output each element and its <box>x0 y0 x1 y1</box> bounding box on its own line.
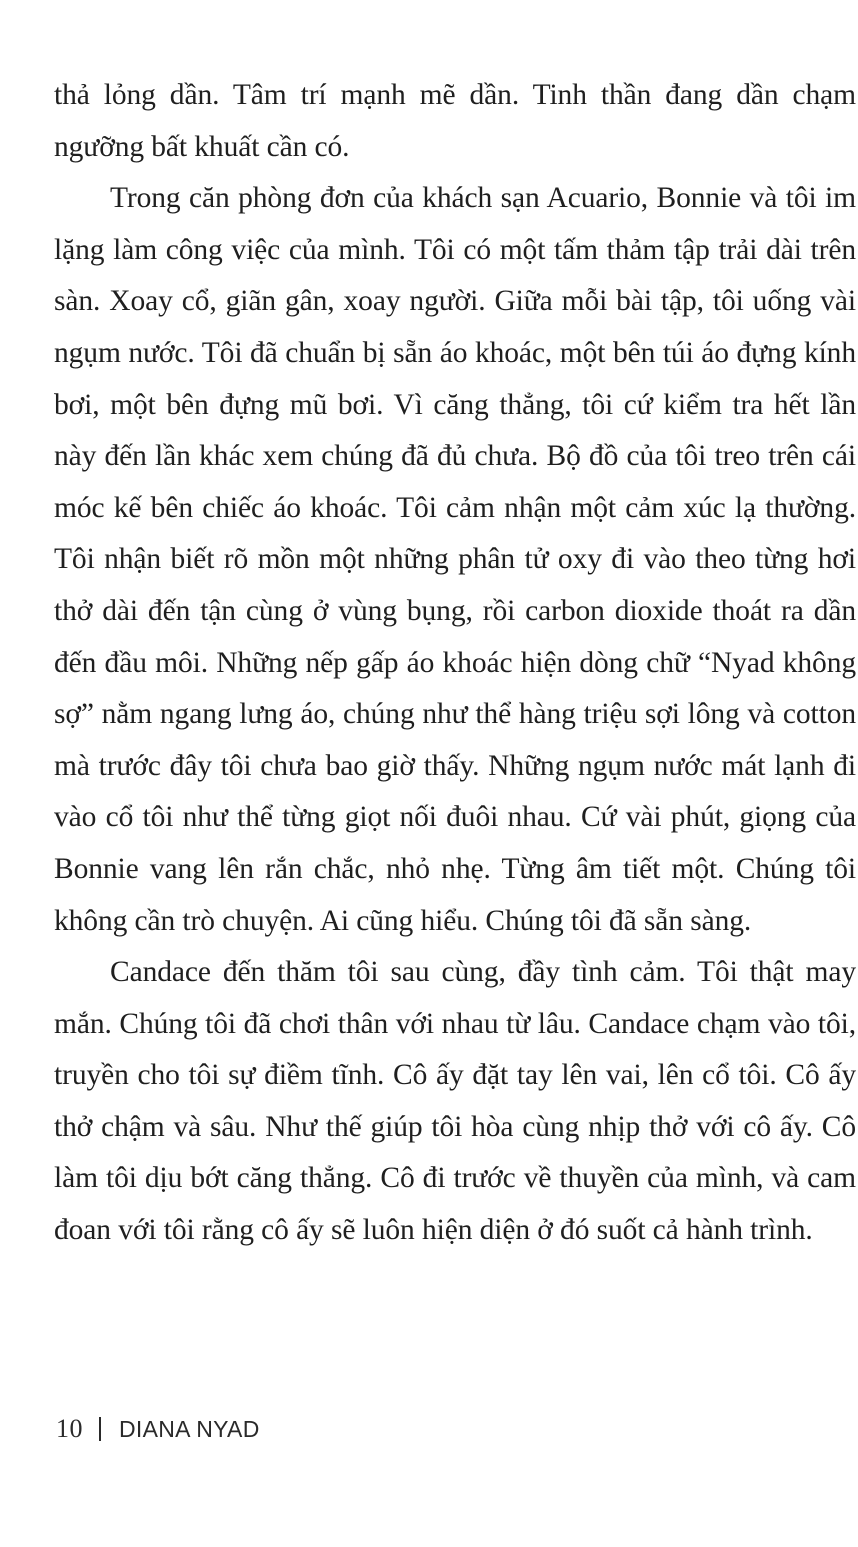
paragraph-continuation: thả lỏng dần. Tâm trí mạnh mẽ dần. Tinh thần đang dần chạm ngưỡng bất khuất cần có. <box>54 79 856 163</box>
page-number: 10 <box>56 1414 83 1443</box>
page-footer <box>56 1414 260 1444</box>
running-footer-author: DIANA NYAD <box>119 1415 260 1442</box>
paragraph-hotel-room: Trong căn phòng đơn của khách sạn Acuario, Bonnie và tôi im lặng làm công việc của mình. Tôi có một tấm thảm tập trải dài trên sàn. Xoay cổ, giãn gân, xoay người. Giữa mỗi bài tập, tôi uống vài ngụm nước. Tôi đã chuẩn bị sẵn áo khoác, một bên túi áo đựng kính bơi, một bên đựng mũ bơi. Vì căng thẳng, tôi cứ kiểm tra hết lần này đến lần khác xem chúng đã đủ chưa. Bộ đồ của tôi treo trên cái móc kế bên chiếc áo khoác. Tôi cảm nhận một cảm xúc lạ thường. Tôi nhận biết rõ mồn một những phân tử oxy đi vào theo từng hơi thở dài đến tận cùng ở vùng bụng, rồi carbon dioxide thoát ra dần đến đầu môi. Những nếp gấp áo khoác hiện dòng chữ “Nyad không sợ” nằm ngang lưng áo, chúng như thể hàng triệu sợi lông và cotton mà trước đây tôi chưa bao giờ thấy. Những ngụm nước mát lạnh đi vào cổ tôi như thể từng giọt nối đuôi nhau. Cứ vài phút, giọng của Bonnie vang lên rắn chắc, nhỏ nhẹ. Từng âm tiết một. Chúng tôi không cần trò chuyện. Ai cũng hiểu. Chúng tôi đã sẵn sàng. <box>54 182 856 937</box>
book-page-body <box>54 70 856 1257</box>
paragraph-candace: Candace đến thăm tôi sau cùng, đầy tình cảm. Tôi thật may mắn. Chúng tôi đã chơi thân với nhau từ lâu. Candace chạm vào tôi, truyền cho tôi sự điềm tĩnh. Cô ấy đặt tay lên vai, lên cổ tôi. Cô ấy thở chậm và sâu. Như thế giúp tôi hòa cùng nhịp thở với cô ấy. Cô làm tôi dịu bớt căng thẳng. Cô đi trước về thuyền của mình, và cam đoan với tôi rằng cô ấy sẽ luôn hiện diện ở đó suốt cả hành trình. <box>54 956 856 1247</box>
footer-separator <box>99 1417 101 1441</box>
